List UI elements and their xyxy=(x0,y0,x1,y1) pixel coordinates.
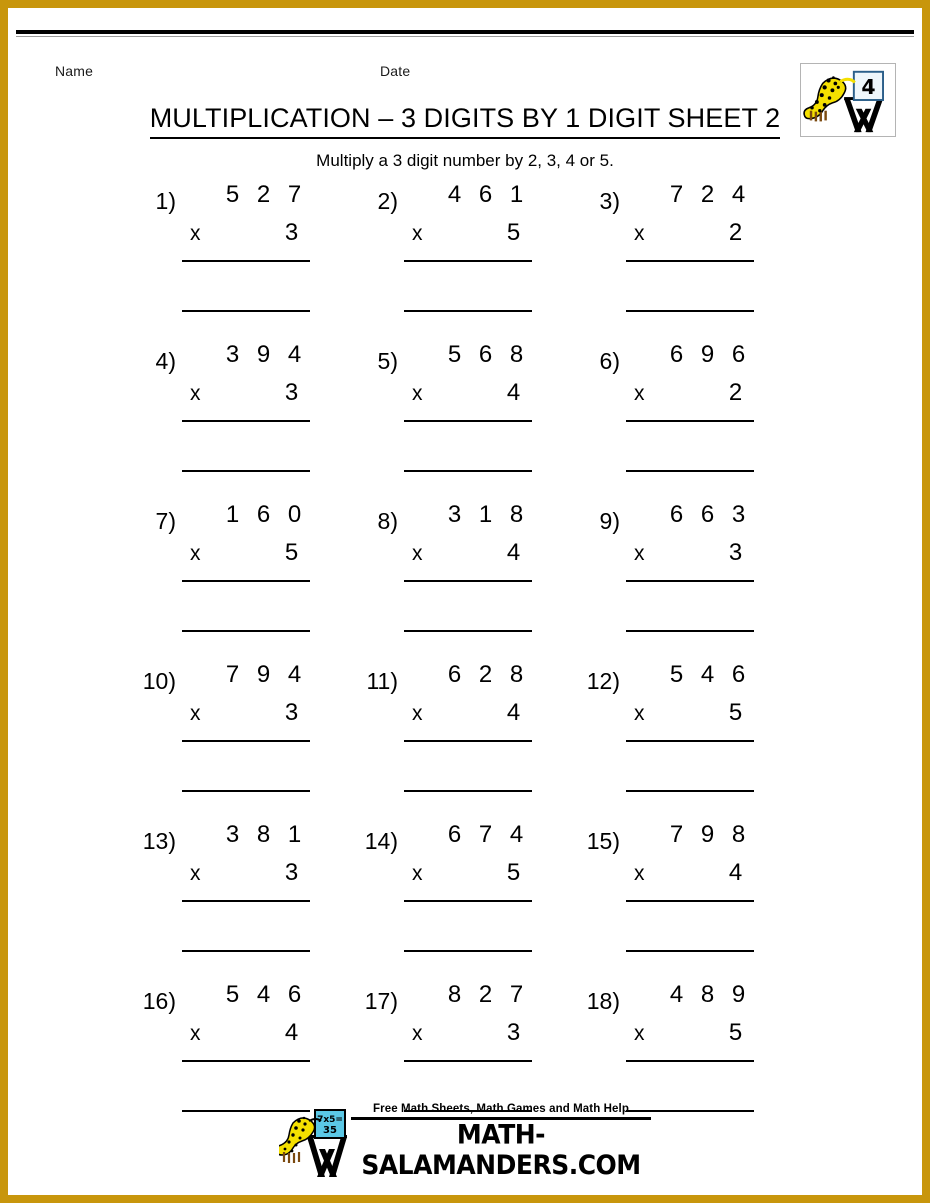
footer-tagline: Free Math Sheets, Math Games and Math Help xyxy=(373,1103,629,1115)
problem-13 xyxy=(128,820,350,980)
multiplicand-digit: 1 xyxy=(287,821,302,848)
problem-number: 4) xyxy=(155,348,176,374)
multiplicand-digit: 7 xyxy=(287,181,302,208)
multiply-sign: x xyxy=(412,1022,423,1045)
worksheet-page-inner xyxy=(8,8,922,1195)
multiplier-row xyxy=(626,216,754,260)
answer-rule xyxy=(182,470,310,472)
multiplier-row xyxy=(626,696,754,740)
multiplier-digit: 5 xyxy=(728,699,743,726)
multiplier-row xyxy=(182,536,310,580)
multiplier-digit: 4 xyxy=(506,699,521,726)
multiplicand-digit: 7 xyxy=(225,661,240,688)
date-label: Date xyxy=(380,63,411,79)
multiplicand-digit: 4 xyxy=(700,661,715,688)
multiplicand-digit: 1 xyxy=(509,181,524,208)
answer-space[interactable] xyxy=(404,902,532,950)
multiplicand-digits xyxy=(626,500,754,536)
problem-body xyxy=(404,660,532,792)
answer-rule xyxy=(404,950,532,952)
answer-rule xyxy=(182,310,310,312)
multiplicand-digit: 2 xyxy=(256,181,271,208)
multiplicand-digits xyxy=(182,820,310,856)
multiplier-digit: 5 xyxy=(284,539,299,566)
multiplicand-digits xyxy=(404,820,532,856)
problem-number: 5) xyxy=(377,348,398,374)
problem-8 xyxy=(350,500,572,660)
problem-number: 16) xyxy=(142,988,176,1014)
answer-space[interactable] xyxy=(182,742,310,790)
multiply-sign: x xyxy=(634,222,645,245)
answer-space[interactable] xyxy=(626,902,754,950)
answer-rule xyxy=(404,630,532,632)
multiplier-digit: 3 xyxy=(284,379,299,406)
problem-number: 14) xyxy=(364,828,398,854)
multiplicand-digit: 7 xyxy=(669,181,684,208)
problem-body xyxy=(182,180,310,312)
problem-number: 13) xyxy=(142,828,176,854)
multiplier-digit: 2 xyxy=(728,379,743,406)
svg-text:4: 4 xyxy=(861,75,876,100)
multiplicand-digit: 6 xyxy=(447,661,462,688)
problem-row xyxy=(128,340,902,500)
multiplicand-digit: 6 xyxy=(731,661,746,688)
footer xyxy=(8,1103,922,1179)
multiplicand-digit: 2 xyxy=(700,181,715,208)
multiply-sign: x xyxy=(190,862,201,885)
multiplicand-digit: 4 xyxy=(287,661,302,688)
multiplier-row xyxy=(626,1016,754,1060)
problem-2 xyxy=(350,180,572,340)
multiplicand-digits xyxy=(404,980,532,1016)
multiplicand-digits xyxy=(182,340,310,376)
multiplicand-digit: 0 xyxy=(287,501,302,528)
multiplicand-digits xyxy=(182,660,310,696)
multiplier-row xyxy=(404,696,532,740)
multiplier-digit: 5 xyxy=(506,219,521,246)
problem-body xyxy=(182,340,310,472)
multiplier-digit: 5 xyxy=(728,1019,743,1046)
problem-body xyxy=(182,660,310,792)
multiplicand-digit: 9 xyxy=(731,981,746,1008)
multiplicand-digit: 8 xyxy=(509,661,524,688)
multiplicand-digits xyxy=(404,660,532,696)
problem-number: 18) xyxy=(586,988,620,1014)
multiply-sign: x xyxy=(190,702,201,725)
multiplier-row xyxy=(626,856,754,900)
multiplicand-digit: 6 xyxy=(669,341,684,368)
problem-body xyxy=(182,820,310,952)
multiply-sign: x xyxy=(634,702,645,725)
problem-4 xyxy=(128,340,350,500)
problem-number: 8) xyxy=(377,508,398,534)
multiplicand-digits xyxy=(182,980,310,1016)
problem-body xyxy=(182,500,310,632)
multiply-sign: x xyxy=(412,862,423,885)
problem-number: 3) xyxy=(599,188,620,214)
problem-6 xyxy=(572,340,794,500)
multiplier-row xyxy=(626,376,754,420)
multiplicand-digits xyxy=(626,340,754,376)
svg-text:35: 35 xyxy=(323,1125,337,1136)
multiplier-digit: 3 xyxy=(284,859,299,886)
multiplier-row xyxy=(404,536,532,580)
answer-space[interactable] xyxy=(404,262,532,310)
answer-rule xyxy=(404,790,532,792)
multiplicand-digit: 6 xyxy=(287,981,302,1008)
answer-space[interactable] xyxy=(182,582,310,630)
multiplier-row xyxy=(182,696,310,740)
multiply-sign: x xyxy=(412,542,423,565)
problem-row xyxy=(128,660,902,820)
footer-text-block xyxy=(351,1103,651,1179)
problem-body xyxy=(626,980,754,1112)
multiplicand-digit: 4 xyxy=(731,181,746,208)
multiplicand-digits xyxy=(626,980,754,1016)
multiplicand-digit: 5 xyxy=(669,661,684,688)
multiplier-digit: 2 xyxy=(728,219,743,246)
answer-rule xyxy=(182,950,310,952)
multiply-sign: x xyxy=(190,222,201,245)
multiplier-row xyxy=(182,216,310,260)
multiplicand-digit: 5 xyxy=(225,981,240,1008)
multiplier-digit: 3 xyxy=(284,219,299,246)
multiplier-row xyxy=(404,1016,532,1060)
multiply-sign: x xyxy=(190,382,201,405)
problem-number: 15) xyxy=(586,828,620,854)
problem-number: 9) xyxy=(599,508,620,534)
multiplier-digit: 4 xyxy=(506,379,521,406)
multiplier-row xyxy=(404,216,532,260)
answer-rule xyxy=(404,470,532,472)
worksheet-subtitle: Multiply a 3 digit number by 2, 3, 4 or 5. xyxy=(316,151,614,170)
multiplicand-digit: 7 xyxy=(478,821,493,848)
multiply-sign: x xyxy=(190,542,201,565)
multiply-sign: x xyxy=(634,382,645,405)
multiplicand-digit: 7 xyxy=(509,981,524,1008)
problem-10 xyxy=(128,660,350,820)
problem-number: 6) xyxy=(599,348,620,374)
problem-number: 12) xyxy=(586,668,620,694)
problem-body xyxy=(182,980,310,1112)
multiplier-digit: 5 xyxy=(506,859,521,886)
multiplicand-digits xyxy=(404,500,532,536)
multiplier-digit: 3 xyxy=(728,539,743,566)
answer-space[interactable] xyxy=(626,582,754,630)
problem-number: 10) xyxy=(142,668,176,694)
multiply-sign: x xyxy=(412,222,423,245)
problem-row xyxy=(128,820,902,980)
multiplicand-digit: 9 xyxy=(256,661,271,688)
multiplicand-digit: 6 xyxy=(478,181,493,208)
worksheet-title: MULTIPLICATION – 3 DIGITS BY 1 DIGIT SHEET 2 xyxy=(150,103,781,139)
multiplicand-digit: 2 xyxy=(478,661,493,688)
multiplier-row xyxy=(404,376,532,420)
multiplicand-digit: 9 xyxy=(700,821,715,848)
problem-body xyxy=(626,340,754,472)
answer-space[interactable] xyxy=(182,422,310,470)
multiplicand-digit: 6 xyxy=(478,341,493,368)
multiplicand-digits xyxy=(404,340,532,376)
multiplicand-digit: 5 xyxy=(225,181,240,208)
multiply-sign: x xyxy=(412,702,423,725)
answer-space[interactable] xyxy=(404,742,532,790)
multiplicand-digit: 9 xyxy=(700,341,715,368)
multiply-sign: x xyxy=(412,382,423,405)
multiplicand-digit: 6 xyxy=(700,501,715,528)
multiplicand-digit: 4 xyxy=(669,981,684,1008)
name-label: Name xyxy=(55,63,94,79)
problem-number: 2) xyxy=(377,188,398,214)
multiplicand-digit: 3 xyxy=(225,821,240,848)
answer-rule xyxy=(626,470,754,472)
multiplicand-digit: 4 xyxy=(256,981,271,1008)
multiplier-row xyxy=(182,376,310,420)
multiplicand-digit: 9 xyxy=(256,341,271,368)
problem-number: 1) xyxy=(155,188,176,214)
multiplicand-digits xyxy=(404,180,532,216)
multiplicand-digit: 6 xyxy=(669,501,684,528)
problem-row xyxy=(128,180,902,340)
problem-5 xyxy=(350,340,572,500)
problem-body xyxy=(626,500,754,632)
problem-3 xyxy=(572,180,794,340)
answer-space[interactable] xyxy=(626,262,754,310)
answer-space[interactable] xyxy=(626,742,754,790)
multiplicand-digit: 2 xyxy=(478,981,493,1008)
multiplicand-digit: 4 xyxy=(509,821,524,848)
problem-7 xyxy=(128,500,350,660)
multiplier-digit: 4 xyxy=(284,1019,299,1046)
top-divider-thin xyxy=(16,36,914,37)
multiplier-digit: 3 xyxy=(506,1019,521,1046)
multiply-sign: x xyxy=(634,862,645,885)
multiply-sign: x xyxy=(634,1022,645,1045)
problem-body xyxy=(404,180,532,312)
answer-rule xyxy=(626,630,754,632)
answer-space[interactable] xyxy=(182,262,310,310)
multiplicand-digit: 1 xyxy=(478,501,493,528)
answer-space[interactable] xyxy=(626,422,754,470)
multiplicand-digit: 8 xyxy=(509,341,524,368)
problem-number: 11) xyxy=(366,668,398,694)
multiply-sign: x xyxy=(634,542,645,565)
multiplicand-digit: 5 xyxy=(447,341,462,368)
answer-space[interactable] xyxy=(182,902,310,950)
multiplicand-digits xyxy=(626,660,754,696)
multiplicand-digit: 4 xyxy=(447,181,462,208)
problem-11 xyxy=(350,660,572,820)
multiplier-row xyxy=(626,536,754,580)
multiplicand-digit: 8 xyxy=(447,981,462,1008)
multiplicand-digits xyxy=(626,180,754,216)
problem-body xyxy=(404,980,532,1112)
top-divider xyxy=(16,30,914,38)
multiplicand-digits xyxy=(182,180,310,216)
student-meta-row xyxy=(8,63,922,85)
problem-12 xyxy=(572,660,794,820)
multiplicand-digit: 6 xyxy=(447,821,462,848)
problem-body xyxy=(404,500,532,632)
multiplicand-digits xyxy=(182,500,310,536)
multiplicand-digit: 3 xyxy=(731,501,746,528)
multiplicand-digit: 7 xyxy=(669,821,684,848)
problem-body xyxy=(626,660,754,792)
multiplicand-digit: 8 xyxy=(256,821,271,848)
multiplicand-digit: 8 xyxy=(731,821,746,848)
answer-space[interactable] xyxy=(404,582,532,630)
problem-14 xyxy=(350,820,572,980)
answer-rule xyxy=(182,790,310,792)
problem-number: 17) xyxy=(364,988,398,1014)
multiplicand-digit: 3 xyxy=(225,341,240,368)
multiplicand-digit: 8 xyxy=(700,981,715,1008)
answer-rule xyxy=(626,310,754,312)
answer-rule xyxy=(404,310,532,312)
footer-salamander-logo xyxy=(279,1107,357,1179)
multiplicand-digit: 1 xyxy=(225,501,240,528)
multiplicand-digit: 3 xyxy=(447,501,462,528)
title-block xyxy=(8,103,922,171)
problem-number: 7) xyxy=(155,508,176,534)
multiplier-row xyxy=(182,1016,310,1060)
multiplicand-digits xyxy=(626,820,754,856)
multiplier-digit: 3 xyxy=(284,699,299,726)
problem-9 xyxy=(572,500,794,660)
footer-url[interactable]: MATH-SALAMANDERS.COM xyxy=(361,1119,641,1181)
multiplier-row xyxy=(182,856,310,900)
problem-body xyxy=(626,820,754,952)
multiplicand-digit: 8 xyxy=(509,501,524,528)
multiply-sign: x xyxy=(190,1022,201,1045)
problem-body xyxy=(626,180,754,312)
problem-body xyxy=(404,820,532,952)
multiplicand-digit: 6 xyxy=(731,341,746,368)
answer-rule xyxy=(626,790,754,792)
multiplicand-digit: 4 xyxy=(287,341,302,368)
answer-space[interactable] xyxy=(404,422,532,470)
multiplicand-digit: 6 xyxy=(256,501,271,528)
svg-text:7x5=: 7x5= xyxy=(317,1115,343,1125)
multiplier-digit: 4 xyxy=(728,859,743,886)
top-divider-thick xyxy=(16,30,914,34)
multiplier-row xyxy=(404,856,532,900)
problem-body xyxy=(404,340,532,472)
problems-grid xyxy=(8,180,922,1140)
multiplier-digit: 4 xyxy=(506,539,521,566)
problem-15 xyxy=(572,820,794,980)
problem-1 xyxy=(128,180,350,340)
answer-rule xyxy=(182,630,310,632)
answer-rule xyxy=(626,950,754,952)
problem-row xyxy=(128,500,902,660)
